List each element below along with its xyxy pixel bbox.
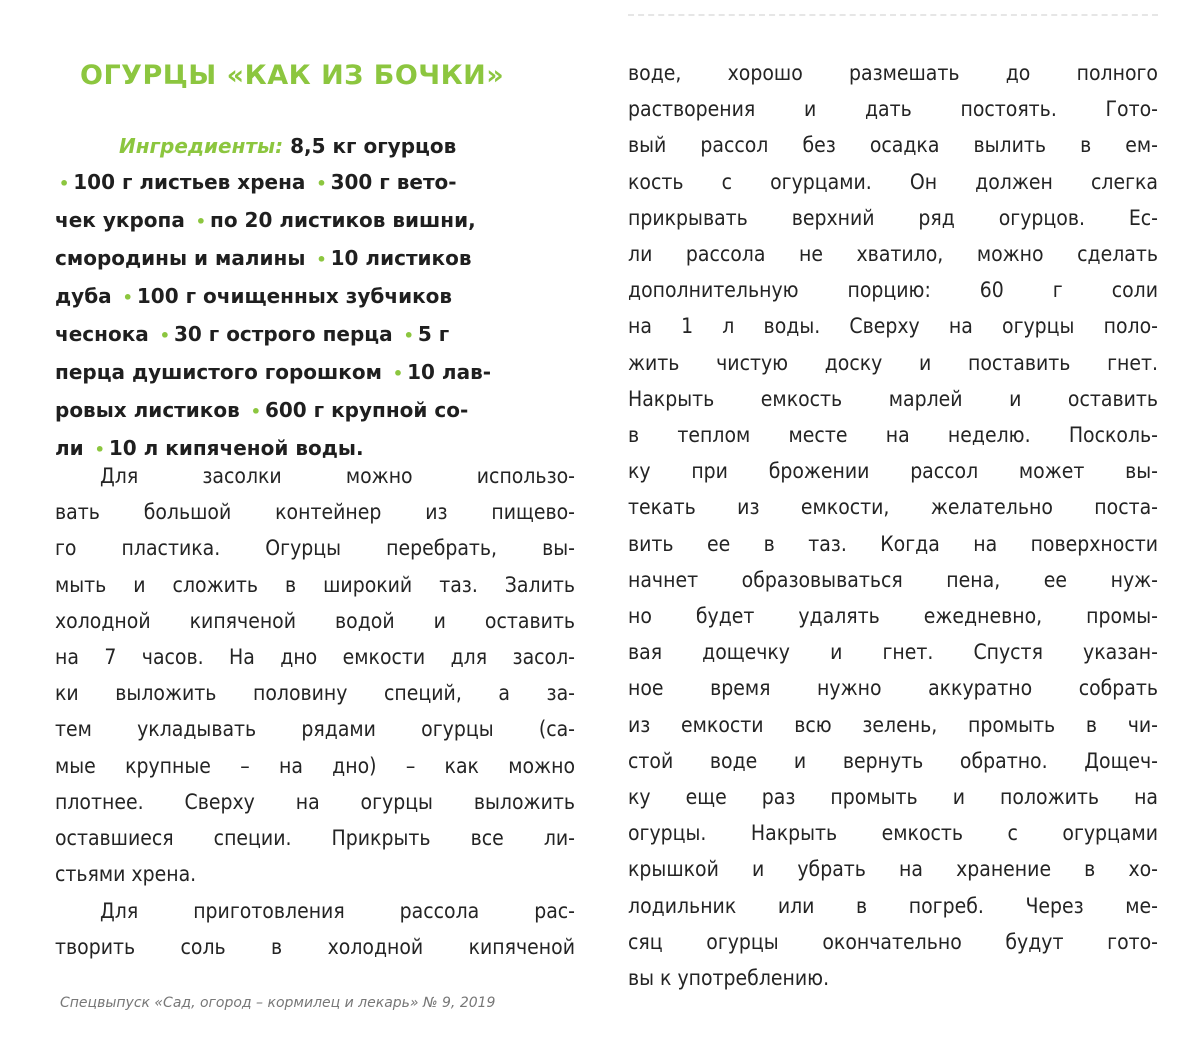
text-line: из емкости всю зелень, промыть в чи- [628, 712, 1158, 737]
ingredient-line: чеснока • 30 г острого перца • 5 г [55, 322, 450, 346]
ingredient-line: смородины и малины • 10 листиков [55, 246, 472, 270]
bullet-separator: • [250, 402, 261, 421]
text-line: дополнительную порцию: 60 г соли [628, 278, 1158, 303]
ingredient-line: ровых листиков • 600 г крупной со- [55, 398, 469, 422]
text-line: Для засолки можно использо- [100, 464, 575, 488]
ingredient-line: дуба • 100 г очищенных зубчиков [55, 284, 453, 308]
text-line: стьями хрена. [55, 862, 197, 887]
ingredients-block [55, 128, 575, 468]
text-line: прикрывать верхний ряд огурцов. Ес- [628, 205, 1158, 230]
left-paragraph-1 [55, 458, 575, 892]
ingredient-line: • 100 г листьев хрена • 300 г вето- [59, 170, 457, 194]
text-line: Накрыть емкость марлей и оставить [628, 386, 1158, 411]
bullet-separator: • [403, 326, 414, 345]
text-line: но будет удалять ежедневно, промы- [628, 604, 1158, 629]
text-line: растворения и дать постоять. Гото- [628, 97, 1158, 122]
text-line: оставшиеся специи. Прикрыть все ли- [55, 826, 575, 851]
text-line: плотнее. Сверху на огурцы выложить [55, 789, 575, 814]
text-line: Для приготовления рассола рас- [100, 899, 575, 923]
text-line: вая дощечку и гнет. Спустя указан- [628, 640, 1158, 665]
text-line: ли рассола не хватило, можно сделать [628, 242, 1158, 267]
text-line: лодильник или в погреб. Через ме- [628, 893, 1158, 918]
text-line: го пластика. Огурцы перебрать, вы- [55, 536, 575, 561]
bullet-separator: • [392, 364, 404, 383]
text-line: огурцы. Накрыть емкость с огурцами [628, 821, 1158, 846]
text-line: стой воде и вернуть обратно. Дощеч- [628, 748, 1158, 773]
text-line: воде, хорошо размешать до полного [628, 61, 1158, 85]
bullet-separator: • [94, 440, 105, 459]
bullet-separator: • [59, 174, 70, 193]
text-line: вать большой контейнер из пищево- [55, 500, 575, 525]
text-line: кость с огурцами. Он должен слегка [628, 169, 1158, 194]
source-citation: Спецвыпуск «Сад, огород – кормилец и лекарь» № 9, 2019 [60, 995, 496, 1011]
ingredients-first-line [55, 128, 575, 164]
top-divider [628, 14, 1158, 16]
ingredient-line: чек укропа • по 20 листиков вишни, [55, 208, 476, 232]
text-line: жить чистую доску и поставить гнет. [628, 350, 1158, 375]
text-line: на 1 л воды. Сверху на огурцы поло- [628, 314, 1158, 339]
text-line: в теплом месте на неделю. Посколь- [628, 423, 1158, 448]
text-line: вить ее в таз. Когда на поверхности [628, 531, 1158, 556]
text-line: ки выложить половину специй, а за- [55, 681, 575, 706]
ingredient-line: 8,5 кг огурцов [290, 134, 457, 158]
text-line: крышкой и убрать на хранение в хо- [628, 857, 1158, 882]
bullet-separator: • [195, 212, 207, 231]
text-line: текать из емкости, желательно поста- [628, 495, 1158, 520]
bullet-separator: • [122, 288, 133, 307]
bullet-separator: • [316, 174, 327, 193]
text-line: ку при брожении рассол может вы- [628, 459, 1158, 484]
bullet-separator: • [159, 326, 170, 345]
text-line: вый рассол без осадка вылить в ем- [628, 133, 1158, 158]
right-column [628, 55, 1158, 996]
text-line: ное время нужно аккуратно собрать [628, 676, 1158, 701]
text-line: творить соль в холодной кипяченой [55, 935, 575, 960]
text-line: начнет образовываться пена, ее нуж- [628, 567, 1158, 592]
text-line: тем укладывать рядами огурцы (са- [55, 717, 575, 742]
text-line: ку еще раз промыть и положить на [628, 785, 1158, 810]
bullet-separator: • [316, 250, 327, 269]
text-line: вы к употреблению. [628, 966, 830, 991]
ingredient-line: перца душистого горошком • 10 лав- [55, 360, 492, 384]
left-paragraph-2 [55, 893, 575, 965]
text-line: на 7 часов. На дно емкости для засол- [55, 645, 575, 670]
ingredient-line: ли • 10 л кипяченой воды. [55, 436, 364, 460]
text-line: мые крупные – на дно) – как можно [55, 753, 575, 778]
text-line: мыть и сложить в широкий таз. Залить [55, 572, 575, 597]
text-line: сяц огурцы окончательно будут гото- [628, 929, 1158, 954]
article-title: ОГУРЦЫ «КАК ИЗ БОЧКИ» [80, 60, 505, 91]
ingredients-label: Ингредиенты: [119, 134, 284, 158]
text-line: холодной кипяченой водой и оставить [55, 608, 575, 633]
